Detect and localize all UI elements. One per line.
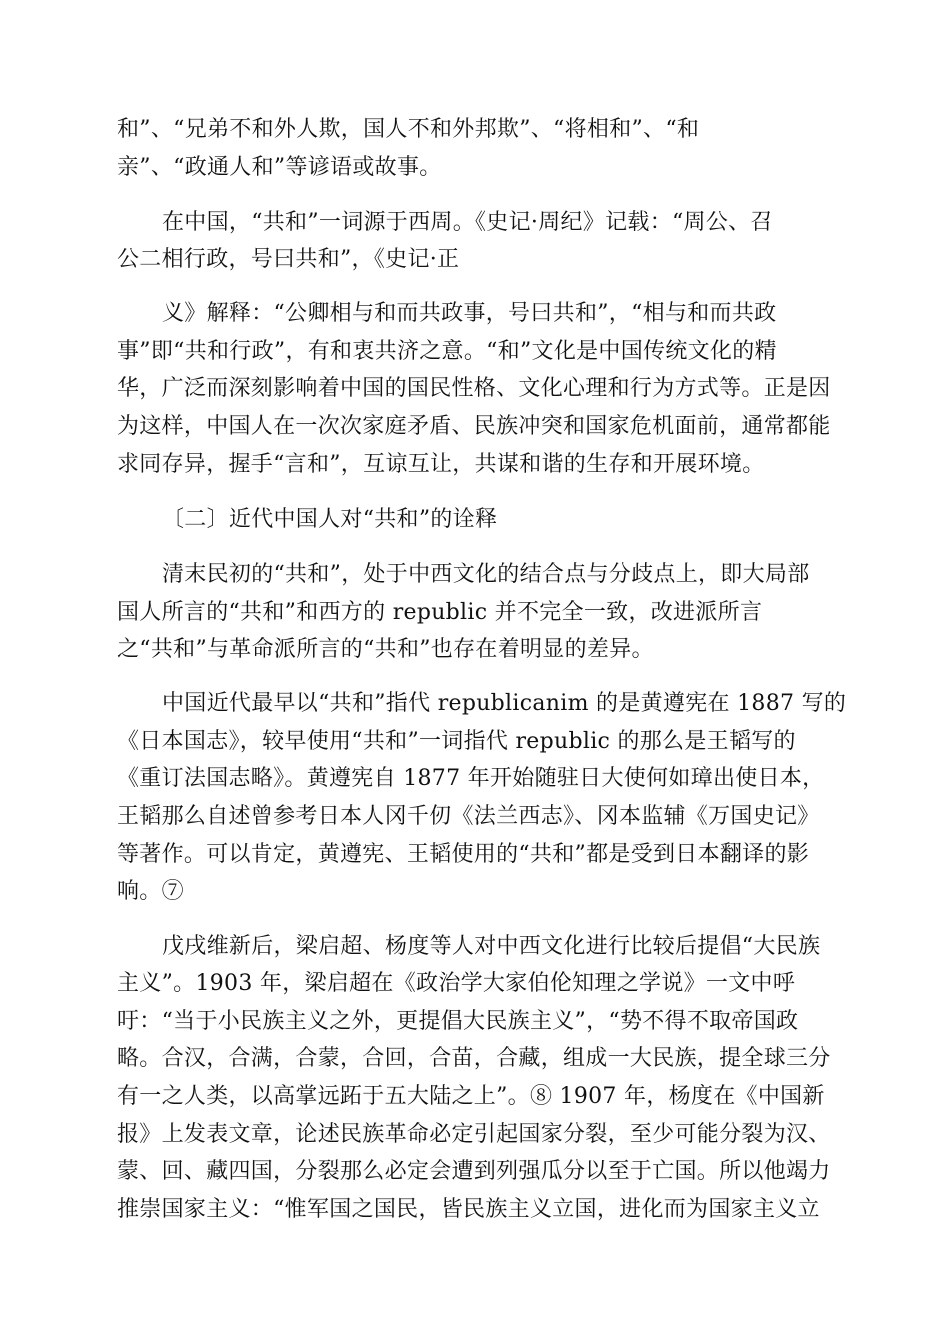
text-line: 等著作。可以肯定，黄遵宪、王韬使用的“共和”都是受到日本翻译的影 <box>117 842 810 867</box>
text-line: 清末民初的“共和”，处于中西文化的结合点与分歧点上，即大局部 <box>162 562 810 587</box>
text-line: 《重订法国志略》。黄遵宪自 1877 年开始随驻日大使何如璋出使日本， <box>117 766 825 791</box>
text-line: 求同存异，握手“言和”，互谅互让，共谋和谐的生存和开展环境。 <box>117 452 765 477</box>
text-line: 义》解释：“公卿相与和而共政事，号曰共和”，“相与和而共政 <box>162 301 777 326</box>
text-line: 推崇国家主义：“惟军国之国民，皆民族主义立国，进化而为国家主义立 <box>117 1197 820 1222</box>
text-line: 王韬那么自述曾参考日本人冈千仞《法兰西志》、冈本监辅《万国史记》 <box>117 804 820 829</box>
text-line: 略。合汉，合满，合蒙，合回，合苗，合藏，组成一大民族，提全球三分 <box>117 1046 831 1071</box>
text-line: 公二相行政，号曰共和”，《史记·正 <box>117 247 460 272</box>
text-line: 事”即“共和行政”，有和衷共济之意。“和”文化是中国传统文化的精 <box>117 339 777 364</box>
text-line: 之“共和”与革命派所言的“共和”也存在着明显的差异。 <box>117 637 654 662</box>
text-line: 报》上发表文章，论述民族革命必定引起国家分裂，至少可能分裂为汉、 <box>117 1122 831 1147</box>
text-line: 在中国，“共和”一词源于西周。《史记·周纪》记载：“周公、召 <box>162 210 773 235</box>
text-line: 和”、“兄弟不和外人欺，国人不和外邦欺”、“将相和”、“和 <box>117 117 700 142</box>
text-line: 为这样，中国人在一次次家庭矛盾、民族冲突和国家危机面前，通常都能 <box>117 414 831 439</box>
text-line: 蒙、回、藏四国，分裂那么必定会遭到列强瓜分以至于亡国。所以他竭力 <box>117 1159 831 1184</box>
text-line: 《日本国志》，较早使用“共和”一词指代 republic 的那么是王韬写的 <box>117 729 796 754</box>
text-line: 中国近代最早以“共和”指代 republicanim 的是黄遵宪在 1887 写的 <box>162 691 847 716</box>
text-line: 响。⑦ <box>117 879 184 904</box>
text-line: 亲”、“政通人和”等谚语或故事。 <box>117 155 442 180</box>
text-line: 华，广泛而深刻影响着中国的国民性格、文化心理和行为方式等。正是因 <box>117 376 831 401</box>
text-line: 戊戌维新后，梁启超、杨度等人对中西文化进行比较后提倡“大民族 <box>162 934 821 959</box>
section-heading: 〔二〕近代中国人对“共和”的诠释 <box>162 507 498 532</box>
text-line: 主义”。1903 年，梁启超在《政治学大家伯伦知理之学说》一文中呼 <box>117 971 796 996</box>
text-line: 吁：“当于小民族主义之外，更提倡大民族主义”，“势不得不取帝国政 <box>117 1009 799 1034</box>
text-line: 有一之人类，以高掌远跖于五大陆之上”。⑧ 1907 年，杨度在《中国新 <box>117 1084 825 1109</box>
text-line: 国人所言的“共和”和西方的 republic 并不完全一致，改进派所言 <box>117 600 763 625</box>
